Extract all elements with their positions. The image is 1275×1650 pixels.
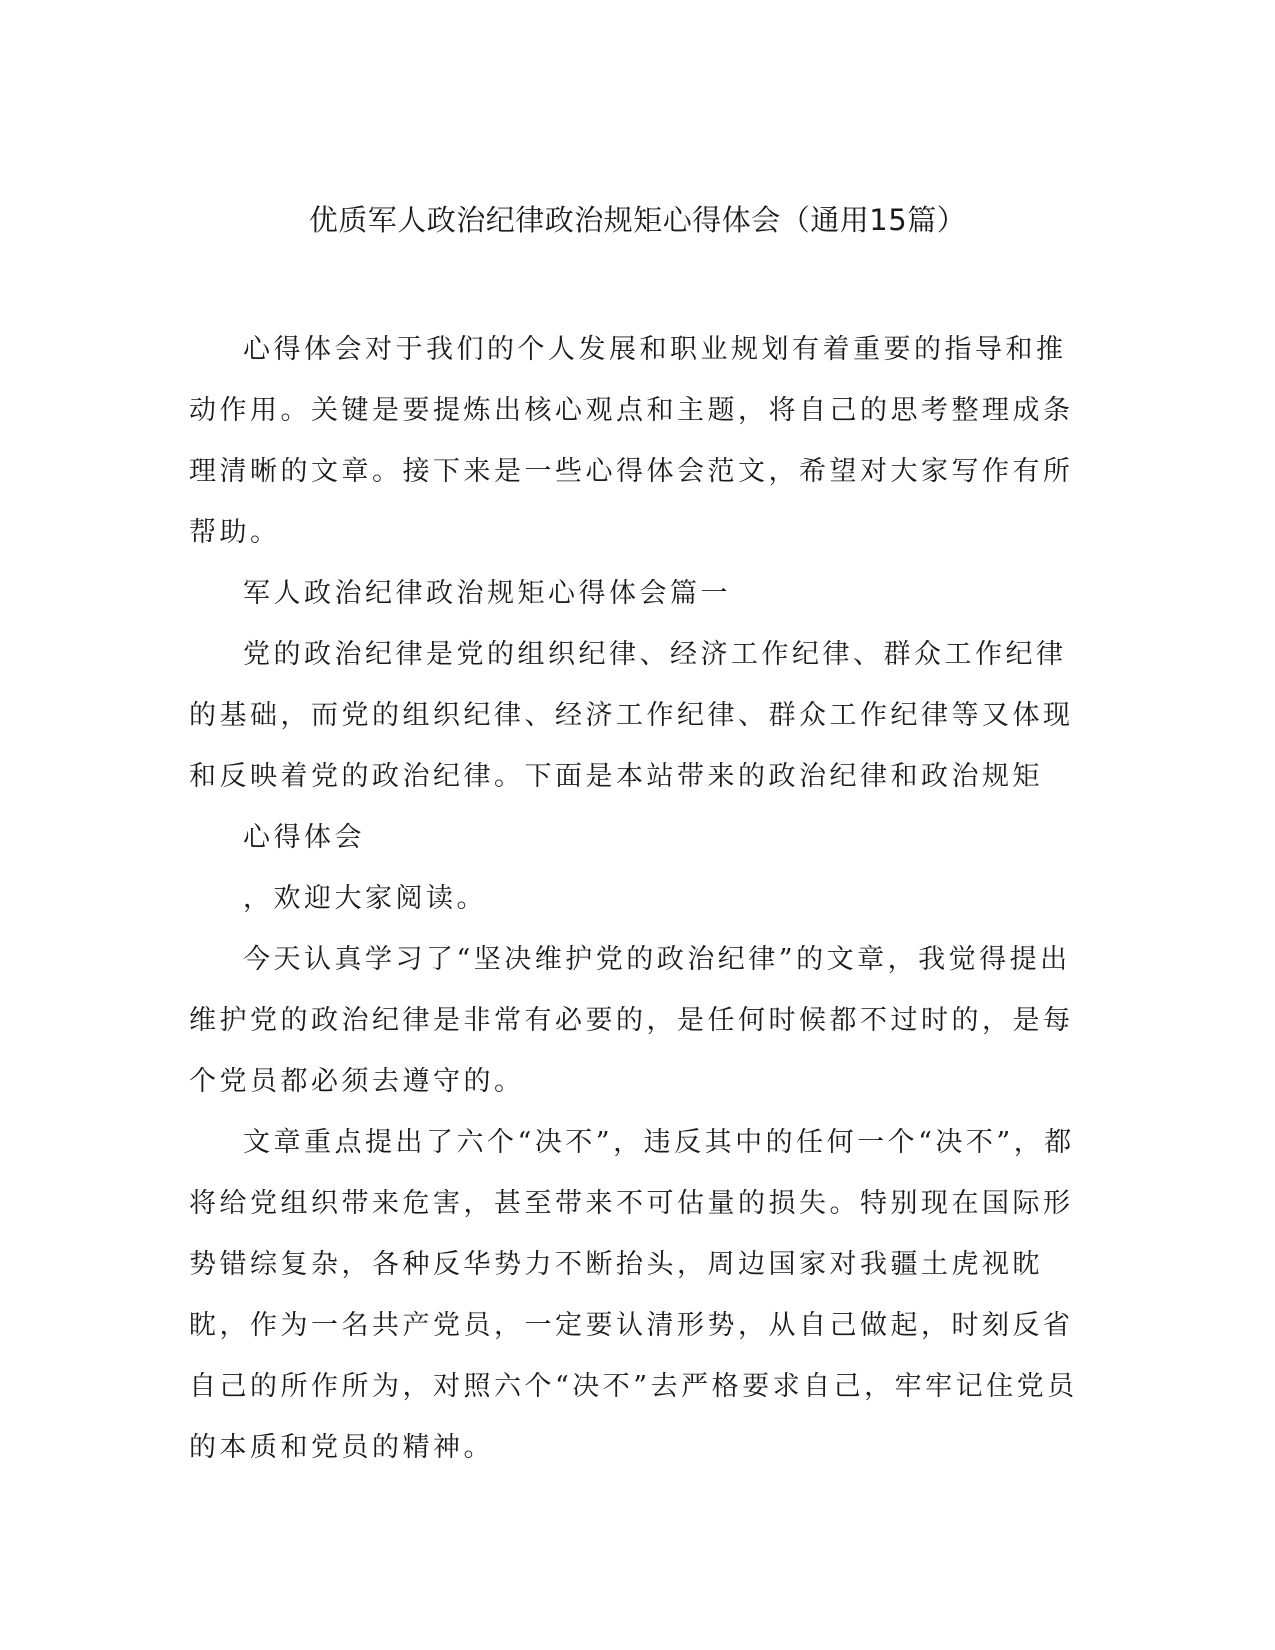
document-title: 优质军人政治纪律政治规矩心得体会（通用15篇） [308, 203, 967, 237]
body-paragraph: 文章重点提出了六个“决不”，违反其中的任何一个“决不”，都将给党组织带来危害，甚至带来不可估量的损失。特别现在国际形势错综复杂，各种反华势力不断抬头，周边国家对我疆土虎视眈眈，作为一名共产党员，一定要认清形势，从自己做起，时刻反省自己的所作所为，对照六个“决不”去严格要求自己，牢牢记住党员的本质和党员的精神。 [189, 1127, 1078, 1463]
body-paragraph: ，欢迎大家阅读。 [243, 883, 487, 914]
body-paragraph: 党的政治纪律是党的组织纪律、经济工作纪律、群众工作纪律的基础，而党的组织纪律、经济工作纪律、群众工作纪律等又体现和反映着党的政治纪律。下面是本站带来的政治纪律和政治规矩 [189, 639, 1074, 792]
section-heading: 军人政治纪律政治规矩心得体会篇一 [243, 578, 731, 609]
body-paragraph: 今天认真学习了“坚决维护党的政治纪律”的文章，我觉得提出维护党的政治纪律是非常有必要的，是任何时候都不过时的，是每个党员都必须去遵守的。 [189, 944, 1074, 1097]
document-body [189, 319, 1085, 1478]
intro-paragraph: 心得体会对于我们的个人发展和职业规划有着重要的指导和推动作用。关键是要提炼出核心观点和主题，将自己的思考整理成条理清晰的文章。接下来是一些心得体会范文，希望对大家写作有所帮助。 [189, 334, 1074, 548]
body-paragraph: 心得体会 [243, 822, 365, 853]
